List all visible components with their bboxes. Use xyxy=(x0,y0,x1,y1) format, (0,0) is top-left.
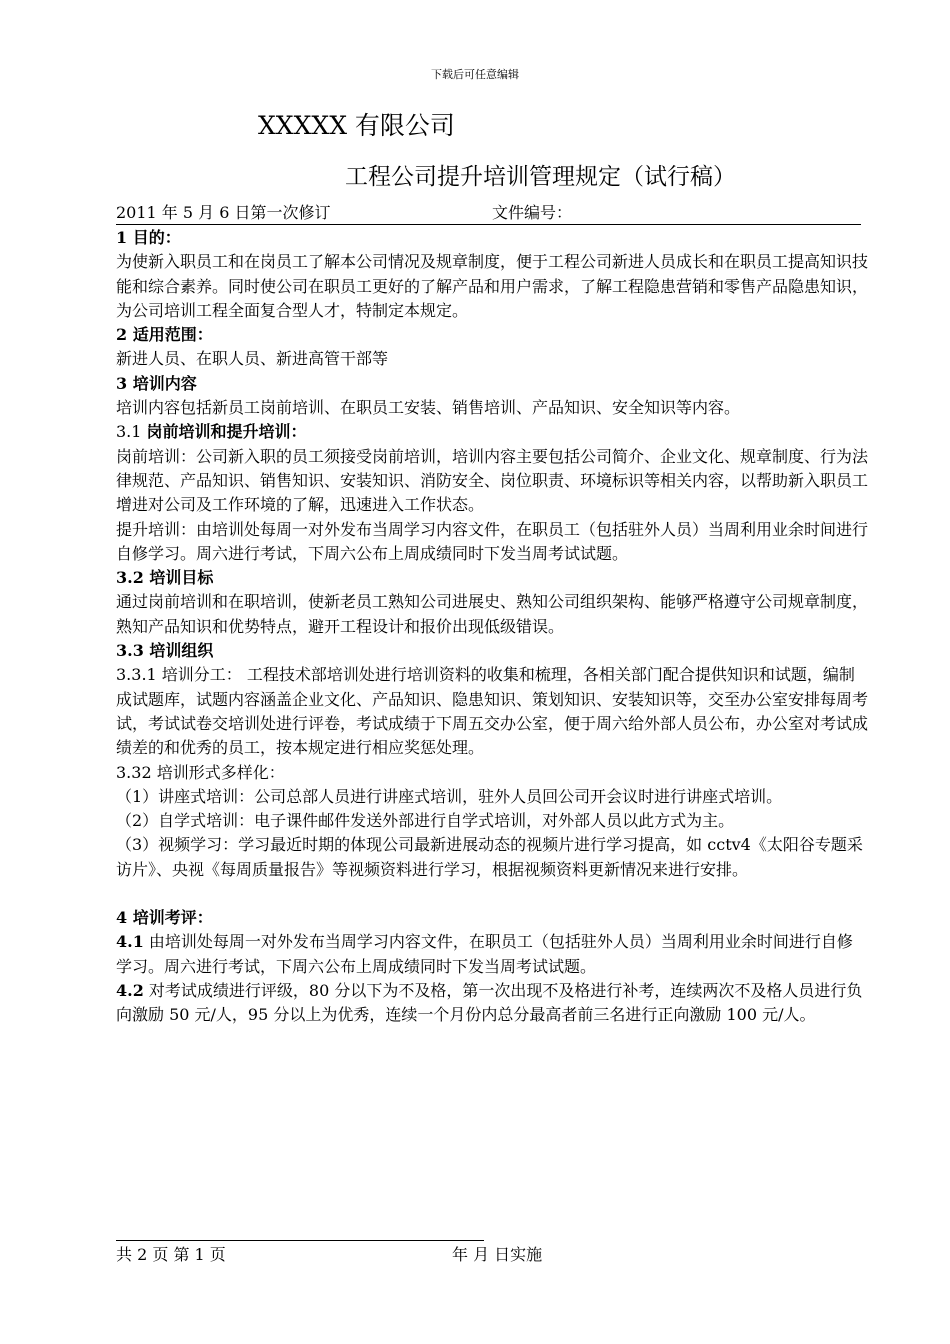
section-3-1-title: 岗前培训和提升培训： xyxy=(146,422,307,442)
training-form-item-3: （3）视频学习：学习最近时期的体现公司最新进展动态的视频片进行学习提高，如 cctv4《太阳谷专题采访片》、央视《每周质量报告》等视频资料进行学习，根据视频资料更新情况来进行安排。 xyxy=(116,835,863,879)
document-title: 工程公司提升培训管理规定（试行稿） xyxy=(345,164,736,190)
section-4-2-number: 4.2 xyxy=(116,980,144,1000)
section-3-1-number: 3.1 xyxy=(116,422,147,442)
section-3-body: 培训内容包括新员工岗前培训、在职员工安装、销售培训、产品知识、安全知识等内容。 xyxy=(116,398,741,418)
company-name: XXXXX 有限公司 xyxy=(258,111,455,140)
section-3-2-body: 通过岗前培训和在职培训，使新老员工熟知公司进展史、熟知公司组织架构、能够严格遵守公司规章制度，熟知产品知识和优势特点，避开工程设计和报价出现低级错误。 xyxy=(116,592,869,636)
section-4-2-body: 对考试成绩进行评级，80 分以下为不及格，第一次出现不及格进行补考，连续两次不及格人员进行负向激励 50 元/人，95 分以上为优秀，连续一个月份内总分最高者前三名进行正向激励 100 元/人。 xyxy=(116,980,863,1025)
blank-line xyxy=(116,882,868,906)
section-3-3-2-heading: 3.32 培训形式多样化： xyxy=(116,762,285,782)
section-4-2 xyxy=(116,979,868,1028)
section-4-1-number: 4.1 xyxy=(116,932,144,952)
section-3-3-1-body: 3.3.1 培训分工： 工程技术部培训处进行培训资料的收集和梳理，各相关部门配合提供知识和试题，编制成试题库，试题内容涵盖企业文化、产品知识、隐患知识、策划知识、安装知识等，交至办公室安排每周考试，考试试卷交培训处进行评卷，考试成绩于下周五交办公室，便于周六给外部人员公布，办公室对考试成绩差的和优秀的员工，按本规定进行相应奖惩处理。 xyxy=(116,665,869,758)
section-4-heading: 4 培训考评： xyxy=(116,908,213,928)
effective-date: 年 月 日实施 xyxy=(452,1245,543,1264)
section-3-1-heading xyxy=(116,420,868,444)
page-count: 共 2 页 第 1 页 xyxy=(116,1245,226,1264)
section-3-heading: 3 培训内容 xyxy=(116,373,197,393)
footer-divider xyxy=(116,1240,484,1241)
section-1-heading: 1 目的： xyxy=(116,228,181,247)
revision-date: 2011 年 5 月 6 日第一次修订 xyxy=(116,203,331,222)
document-body xyxy=(116,226,868,1028)
training-form-item-2: （2）自学式培训：电子课件邮件发送外部进行自学式培训，对外部人员以此方式为主。 xyxy=(116,811,735,831)
section-3-1-paragraph-2: 提升培训：由培训处每周一对外发布当周学习内容文件，在职员工（包括驻外人员）当周利用业余时间进行自修学习。周六进行考试，下周六公布上周成绩同时下发当周考试试题。 xyxy=(116,519,869,563)
section-4-1 xyxy=(116,930,868,979)
section-3-2-heading: 3.2 培训目标 xyxy=(116,568,214,588)
section-1-body: 为使新入职员工和在岗员工了解本公司情况及规章制度，便于工程公司新进人员成长和在职员工提高知识技能和综合素养。同时使公司在职员工更好的了解产品和用户需求，了解工程隐患营销和零售产品隐患知识，为公司培训工程全面复合型人才，特制定本规定。 xyxy=(116,252,869,320)
section-4-1-body: 由培训处每周一对外发布当周学习内容文件，在职员工（包括驻外人员）当周利用业余时间进行自修学习。周六进行考试，下周六公布上周成绩同时下发当周考试试题。 xyxy=(116,932,853,976)
download-note: 下载后可任意编辑 xyxy=(431,68,519,81)
training-form-item-1: （1）讲座式培训：公司总部人员进行讲座式培训，驻外人员回公司开会议时进行讲座式培训。 xyxy=(116,786,783,806)
section-2-body: 新进人员、在职人员、新进高管干部等 xyxy=(116,349,389,369)
section-3-1-paragraph-1: 岗前培训：公司新入职的员工须接受岗前培训，培训内容主要包括公司简介、企业文化、规章制度、行为法律规范、产品知识、销售知识、安装知识、消防安全、岗位职责、环境标识等相关内容，以帮助新入职员工增进对公司及工作环境的了解，迅速进入工作状态。 xyxy=(116,446,869,515)
section-3-3-heading: 3.3 培训组织 xyxy=(116,641,214,661)
revision-row xyxy=(116,200,861,225)
file-number-label: 文件编号： xyxy=(492,203,573,222)
section-2-heading: 2 适用范围： xyxy=(116,325,213,345)
